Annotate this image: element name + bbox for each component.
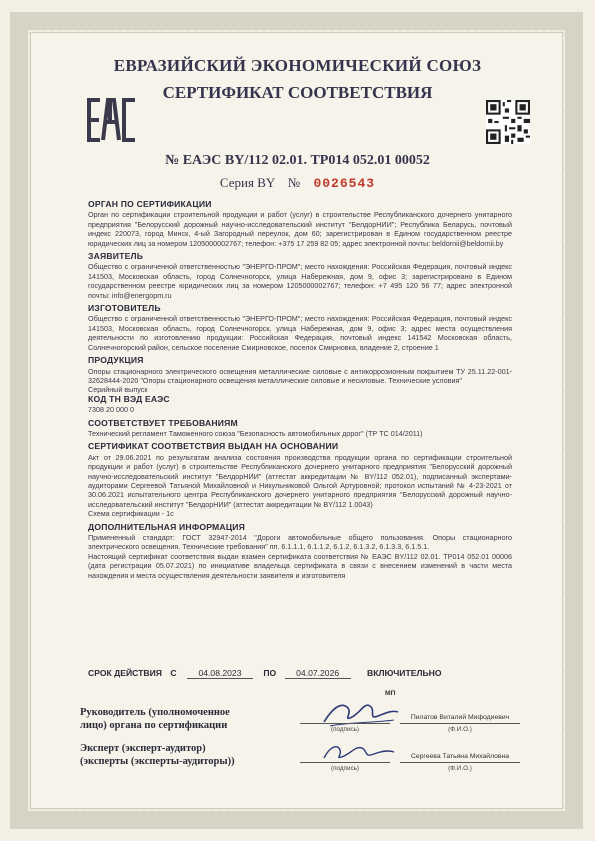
validity-to-date: 04.07.2026 bbox=[285, 668, 351, 679]
validity-to-label: ПО bbox=[263, 668, 277, 678]
validity-line bbox=[88, 668, 518, 679]
head-name: Пилатов Виталий Мифодиевич bbox=[410, 714, 510, 721]
head-fio-line bbox=[400, 723, 520, 724]
document-type-title: СЕРТИФИКАТ СООТВЕТСТВИЯ bbox=[162, 83, 433, 102]
series-number: 0026543 bbox=[313, 176, 376, 191]
expert-fio-caption: (Ф.И.О.) bbox=[448, 765, 472, 772]
expert-name: Сергеева Татьяна Михайловна bbox=[410, 753, 510, 760]
qr-code-icon bbox=[486, 100, 530, 144]
basis-heading: СЕРТИФИКАТ СООТВЕТСТВИЯ ВЫДАН НА ОСНОВАНИИ bbox=[88, 441, 339, 452]
code-value: 7308 20 000 0 bbox=[88, 405, 134, 415]
head-sign-caption: (подпись) bbox=[331, 726, 359, 733]
product-heading: ПРОДУКЦИЯ bbox=[88, 355, 144, 366]
expert-fio-line bbox=[400, 762, 520, 763]
stamp-place-label: МП bbox=[385, 690, 396, 697]
series-line bbox=[0, 175, 595, 191]
manufacturer-heading: ИЗГОТОВИТЕЛЬ bbox=[88, 303, 161, 314]
expert-role: Эксперт (эксперт-аудитор) (эксперты (эксперты-аудиторы)) bbox=[80, 743, 235, 767]
requirements-text: Технический регламент Таможенного союза "Безопасность автомобильных дорог" (ТР ТС 014/2011) bbox=[88, 428, 423, 438]
certificate-content bbox=[88, 196, 512, 580]
head-signature bbox=[320, 696, 400, 730]
series-number-label: № bbox=[287, 175, 301, 190]
product-text: Опоры стационарного электрического освещения металлические силовые с антикоррозионным покрытием ТУ 25.11.22-001-32628444-2020 "Опоры стационарного освещения металлические силовые и несиловые. Технические условия" bbox=[88, 366, 512, 385]
product-serial: Серийный выпуск bbox=[88, 385, 148, 395]
validity-from-date: 04.08.2023 bbox=[187, 668, 253, 679]
applicant-heading: ЗАЯВИТЕЛЬ bbox=[88, 251, 144, 262]
extra-text-2: Настоящий сертификат соответствия выдан взамен сертификата соответствия № ЕАЭС BY/112 02.01. ТР014 052.01 00006 (дата регистрации 05.07.2021) по инициативе владельца сертификата в связи с внесением изменений в части места нахождения и места осуществления деятельности заявителя и изготовителя bbox=[88, 551, 512, 580]
certificate-number: № ЕАЭС BY/112 02.01. ТР014 052.01 00052 bbox=[165, 153, 430, 168]
organ-text: Орган по сертификации строительной продукции и работ (услуг) в строительстве Республиканского дочернего унитарного предприятия "Белорусский дорожный научно-исследовательский институт "БелдорНИИ"; Республика Беларусь, почтовый индекс 220073, город Минск, 4-ый Загородный переулок, дом 60; зарегистрирован в Едином государственном реестре юридических лиц за номером 1205000002767; телефон: +375 17 259 82 05; адрес электронной почты: beldornii@beldornii.by bbox=[88, 210, 512, 248]
validity-from-label: С bbox=[170, 668, 177, 678]
validity-inclusive: ВКЛЮЧИТЕЛЬНО bbox=[367, 668, 442, 678]
basis-text: Акт от 29.06.2021 по результатам анализа состояния производства продукции органа по сертификации строительной продукции и работ (услуг) в строительстве Республиканского дочернего унитарного предприятия "Белорусский дорожный научно-исследовательский институт "БелдорНИИ" (аттестат аккредитации № BY/112 052.01), подписанный экспертами-аудиторами Сергеевой Татьяной Михайловной и Никульниковой Ольгой Артуровной; протокол испытаний № 4-23-2021 от 30.06.2021 испытательного центра Республиканского дочернего унитарного предприятия "Белорусский дорожный научно-исследовательский институт "БелдорНИИ" (аттестат аккредитации № BY/112 1.0043) bbox=[88, 452, 512, 509]
union-title: ЕВРАЗИЙСКИЙ ЭКОНОМИЧЕСКИЙ СОЮЗ bbox=[113, 56, 482, 75]
code-heading: КОД ТН ВЭД ЕАЭС bbox=[88, 393, 170, 404]
extra-heading: ДОПОЛНИТЕЛЬНАЯ ИНФОРМАЦИЯ bbox=[88, 521, 246, 532]
expert-sign-caption: (подпись) bbox=[331, 765, 359, 772]
basis-scheme: Схема сертификации - 1с bbox=[88, 509, 174, 519]
extra-text: Примененный стандарт: ГОСТ 32947-2014 "Дороги автомобильные общего пользования. Опоры стационарного электрического освещения. Технические требования" пп. 6.1.1.1, 6.1.1.2, 6.1.2, 6.1.3.2, 6.1.3.3, 6.1.5.1. bbox=[88, 533, 512, 552]
eac-logo bbox=[86, 94, 138, 146]
validity-label: СРОК ДЕЙСТВИЯ bbox=[88, 668, 162, 678]
requirements-heading: СООТВЕТСТВУЕТ ТРЕБОВАНИЯМ bbox=[88, 417, 238, 428]
head-role: Руководитель (уполномоченное лицо) органа по сертификации bbox=[80, 707, 230, 731]
expert-sign-line bbox=[300, 762, 390, 763]
series-label: Серия BY bbox=[219, 175, 275, 190]
manufacturer-text: Общество с ограниченной ответственностью "ЭНЕРГО-ПРОМ"; место нахождения: Российская Федерация, почтовый индекс 141503, Московская область, город Солнечногорск, улица Набережная, дом 9, офис 3; адрес места осуществления деятельности по изготовлению продукции: Российская Федерация, почтовый индекс 141542 Московская область, Солнечногорский район, сельское поселение Смирновское, поселок Смирновка, владение 2, строение 1 bbox=[88, 314, 512, 352]
applicant-text: Общество с ограниченной ответственностью "ЭНЕРГО-ПРОМ"; место нахождения: Российская Федерация, почтовый индекс 141503, Московская область, город Солнечногорск, улица Набережная, дом 9, офис 3; зарегистрировано в Едином государственном реестре юридических лиц за номером 1205000002767; телефон: +7 495 120 56 77; адрес электронной почты: info@energopm.ru bbox=[88, 262, 512, 300]
head-fio-caption: (Ф.И.О.) bbox=[448, 726, 472, 733]
organ-heading: ОРГАН ПО СЕРТИФИКАЦИИ bbox=[88, 199, 212, 209]
head-sign-line bbox=[300, 723, 390, 724]
